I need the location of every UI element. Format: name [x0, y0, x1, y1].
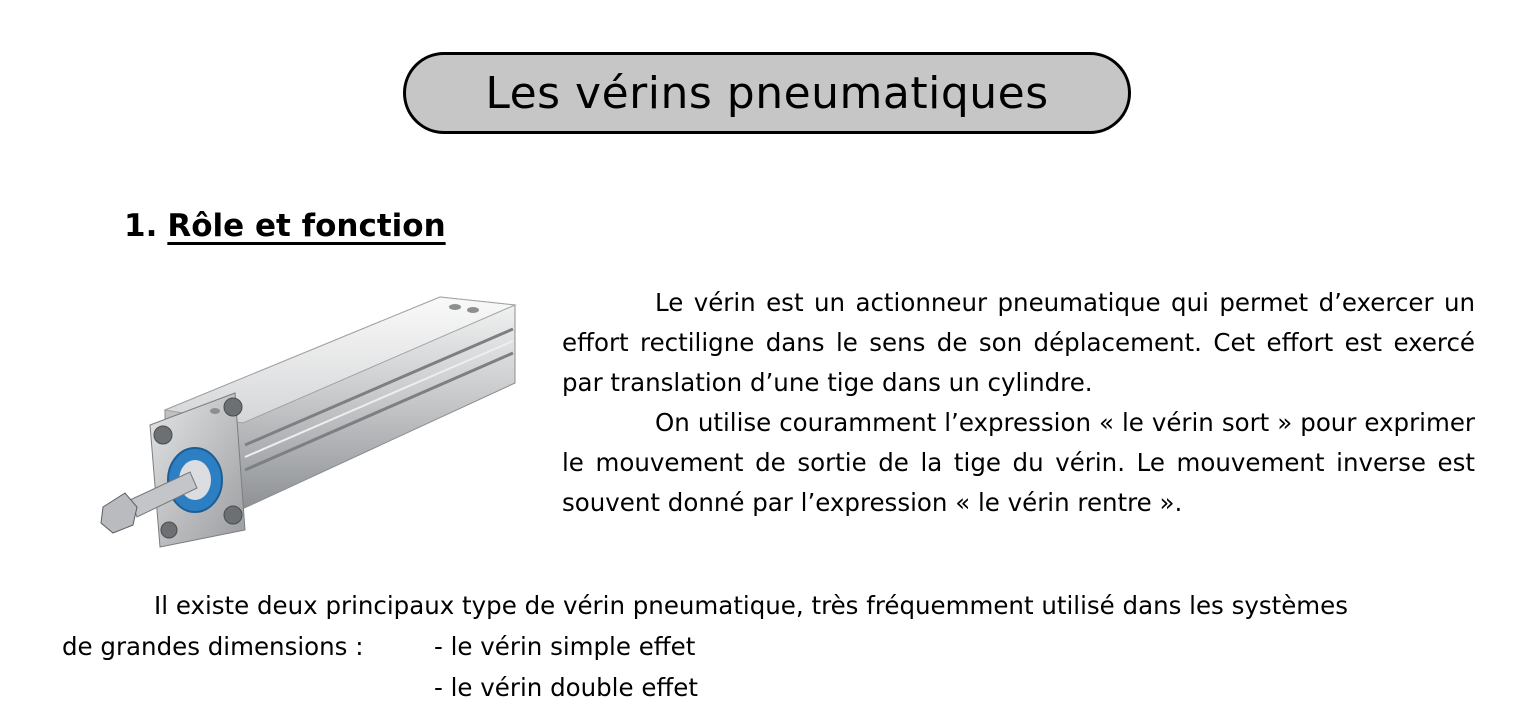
section-heading [124, 208, 446, 244]
list-item: - le vérin double effet [434, 673, 698, 702]
title-banner [403, 52, 1131, 134]
intro-text [562, 283, 1475, 523]
types-continuation: de grandes dimensions : [62, 632, 364, 661]
section-number: 1. [124, 208, 158, 244]
intro-paragraph-2: On utilise couramment l’expression « le vérin sort » pour exprimer le mouvement de sortie de la tige du vérin. Le mouvement inverse est souvent donné par l’expression « le vérin rentre ». [562, 408, 1475, 517]
pneumatic-cylinder-icon [95, 285, 540, 555]
types-line-2 [62, 667, 698, 708]
intro-paragraph-1: Le vérin est un actionneur pneumatique qui permet d’exercer un effort rectiligne dans le sens de son déplacement. Cet effort est exercé par translation d’une tige dans un cylindre. [562, 288, 1475, 397]
list-item: - le vérin simple effet [434, 632, 696, 661]
section-title: Rôle et fonction [167, 208, 446, 244]
page-title: Les vérins pneumatiques [485, 67, 1049, 119]
types-sentence: Il existe deux principaux type de vérin pneumatique, très fréquemment utilisé dans les systèmes [154, 591, 1349, 620]
types-line-1 [62, 626, 698, 667]
types-list [62, 626, 698, 708]
